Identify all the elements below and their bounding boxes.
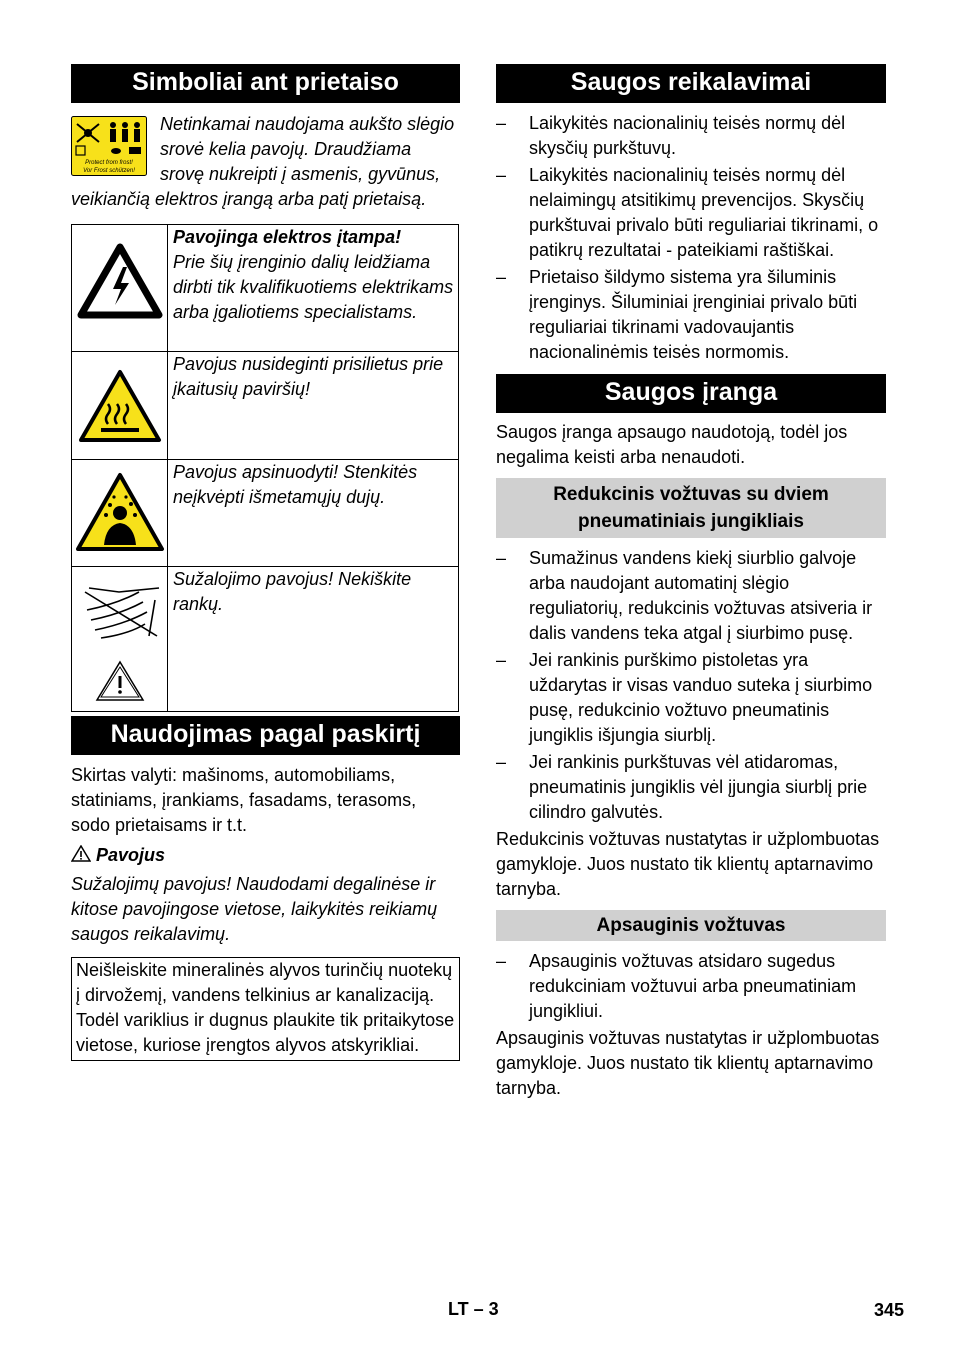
hot-surface-icon [77,368,163,448]
symbol-row [72,460,459,567]
symbol-text: Sužalojimo pavojus! Nekiškite rankų. [173,569,412,614]
symbols-heading: Simboliai ant prietaiso [71,64,460,103]
safety-valve-list [496,949,886,1024]
toxic-fumes-icon [74,471,166,555]
symbol-title: Pavojinga elektros įtampa! [173,227,402,247]
reduction-valve-list [496,546,886,825]
intro-text: Netinkamai naudojama aukšto slėgio srovė kelia pavojų. Draudžiama srovę nukreipti į asmenis, gyvūnus, veikiančią elektros įrangą arba patį prietaisą. [71,114,455,209]
symbol-text: Pavojus nusideginti prisilietus prie įkaitusių paviršių! [173,354,444,399]
symbol-text: Prie šių įrenginio dalių leidžiama dirbti tik kvalifikuotiems elektrikams arba įgaliotiems specialistams. [173,252,454,322]
intro-block [71,112,460,212]
list-item: – Apsauginis vožtuvas atsidaro sugedus redukciniam vožtuvui arba pneumatiniam jungikliui. [496,951,857,1021]
list-item: – Sumažinus vandens kiekį siurblio galvoje arba naudojant automatinį slėgio reguliatorių, redukcinis vožtuvas atsiveria ir dalis vandens teka atgal į siurbimo pusę. [496,548,873,643]
symbol-row [72,352,459,460]
usage-heading: Naudojimas pagal paskirtį [71,716,460,755]
right-column [496,64,886,1101]
footer-language-page: LT – 3 [448,1299,499,1319]
symbols-table [71,224,459,712]
safety-devices-heading: Saugos įranga [496,374,886,413]
symbol-text: Pavojus apsinuodyti! Stenkitės neįkvėpti išmetamųjų dujų. [173,462,418,507]
reduction-valve-heading: Redukcinis vožtuvas su dviem pneumatiniais jungikliais [496,478,886,538]
list-item: – Jei rankinis purškimo pistoletas yra uždarytas ir visas vanduo suteka į siurbimo pusę, redukcinio vožtuvo pneumatinis jungiklis išjungia siurblį. [496,650,873,745]
safety-valve-heading: Apsauginis vožtuvas [496,910,886,941]
symbol-row [72,225,459,352]
safety-valve-note: Apsauginis vožtuvas nustatytas ir užplombuotas gamykloje. Juos nustato tik klientų aptarnavimo tarnyba. [496,1028,880,1098]
danger-heading [71,843,460,868]
svg-text:Protect from frost!: Protect from frost! [85,160,133,166]
symbol-row [72,567,459,712]
danger-text: Sužalojimų pavojus! Naudodami degalinėse ir kitose pavojingose vietose, laikykitės reikiamų saugos reikalavimų. [71,874,438,944]
electric-hazard-icon [77,243,163,323]
list-item: – Jei rankinis purkštuvas vėl atidaromas, pneumatinis jungiklis vėl įjungia siurblį prie cilindro galvutės. [496,752,868,822]
reduction-valve-note: Redukcinis vožtuvas nustatytas ir užplombuotas gamykloje. Juos nustato tik klientų aptarnavimo tarnyba. [496,829,880,899]
list-item: – Prietaiso šildymo sistema yra šiluminis įrenginys. Šiluminiai įrenginiai privalo būti reguliariai tikrinami vadovaujantis nacionalinėmis teisės normomis. [496,267,858,362]
safety-requirements-heading: Saugos reikalavimai [496,64,886,103]
list-item: – Laikykitės nacionalinių teisės normų dėl nelaimingų atsitikimų prevencijos. Skysčių purkštuvai privalo būti reguliariai tikrinami, o patikrų rezultatai - pateikiami raštiškai. [496,165,879,260]
danger-label: Pavojus [96,845,166,865]
usage-text: Skirtas valyti: mašinoms, automobiliams, statiniams, įrankiams, fasadams, terasoms, sodo prietaisams ir t.t. [71,765,417,835]
warning-triangle-icon [71,845,91,862]
hand-injury-icon [75,570,165,706]
safety-requirements-list [496,111,886,365]
left-column [71,64,460,1061]
list-item: – Laikykitės nacionalinių teisės normų dėl skysčių purkštuvų. [496,113,846,158]
safety-devices-text: Saugos įranga apsaugo naudotoją, todėl jos negalima keisti arba nenaudoti. [496,422,848,467]
svg-text:Vor Frost schützen!: Vor Frost schützen! [83,168,135,174]
footer-page-number: 345 [874,1300,905,1320]
high-pressure-warning-label-icon [71,116,147,176]
oil-notice-box: Neišleiskite mineralinės alyvos turinčių nuotekų į dirvožemį, vandens telkinius ar kanalizaciją. Todėl variklius ir dugnus plaukite tik pritaikytose vietose, kuriose įrengtos alyvos atskyrikliai. [71,957,460,1061]
